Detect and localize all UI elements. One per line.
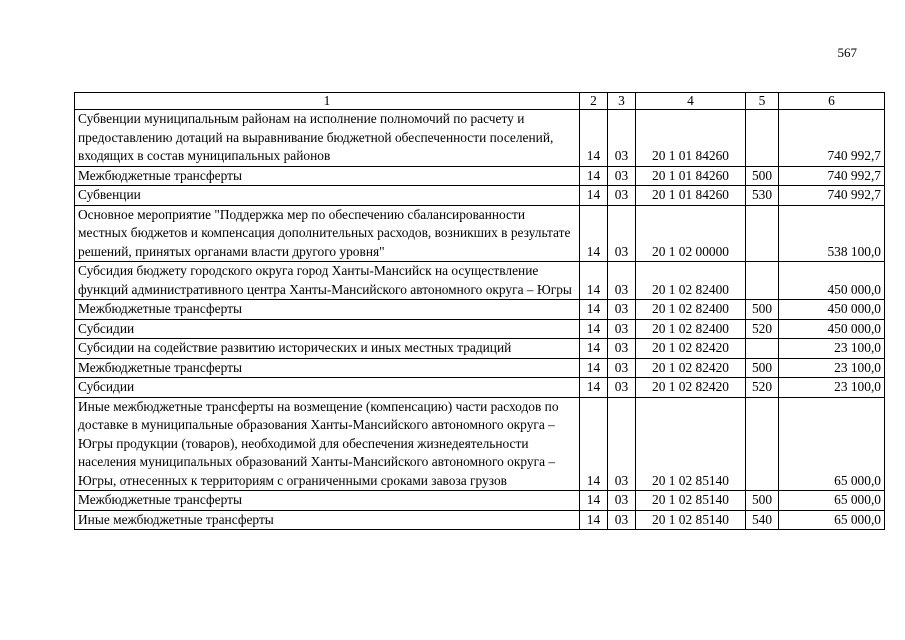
- target-article-code: 20 1 02 82420: [636, 378, 746, 398]
- column-header: 6: [779, 93, 885, 110]
- amount-cell: 65 000,0: [779, 491, 885, 511]
- column-header: 1: [75, 93, 580, 110]
- amount-cell: 65 000,0: [779, 510, 885, 530]
- table-row: [75, 378, 885, 398]
- table-row: [75, 205, 885, 262]
- target-article-code: 20 1 02 85140: [636, 397, 746, 491]
- table-row: [75, 166, 885, 186]
- row-description: Субвенции муниципальным районам на исполнение полномочий по расчету и предоставлению дотаций на выравнивание бюджетной обеспеченности поселений, входящих в состав муниципальных районов: [75, 110, 580, 167]
- section-code: 14: [580, 166, 608, 186]
- table-row: [75, 300, 885, 320]
- row-description: Субсидии: [75, 378, 580, 398]
- section-code: 14: [580, 110, 608, 167]
- expense-type-code: [746, 262, 779, 300]
- subsection-code: 03: [608, 491, 636, 511]
- target-article-code: 20 1 01 84260: [636, 110, 746, 167]
- target-article-code: 20 1 02 82420: [636, 358, 746, 378]
- table-row: [75, 262, 885, 300]
- column-header: 5: [746, 93, 779, 110]
- row-description: Межбюджетные трансферты: [75, 491, 580, 511]
- subsection-code: 03: [608, 510, 636, 530]
- table-row: [75, 186, 885, 206]
- section-code: 14: [580, 300, 608, 320]
- expense-type-code: [746, 339, 779, 359]
- section-code: 14: [580, 397, 608, 491]
- table-row: [75, 110, 885, 167]
- row-description: Субвенции: [75, 186, 580, 206]
- amount-cell: 23 100,0: [779, 339, 885, 359]
- subsection-code: 03: [608, 378, 636, 398]
- column-header: 4: [636, 93, 746, 110]
- table-header-row: [75, 93, 885, 110]
- budget-table: [74, 92, 885, 530]
- section-code: 14: [580, 205, 608, 262]
- table-row: [75, 358, 885, 378]
- amount-cell: 538 100,0: [779, 205, 885, 262]
- subsection-code: 03: [608, 110, 636, 167]
- target-article-code: 20 1 02 85140: [636, 491, 746, 511]
- expense-type-code: 500: [746, 358, 779, 378]
- subsection-code: 03: [608, 300, 636, 320]
- subsection-code: 03: [608, 397, 636, 491]
- table-row: [75, 510, 885, 530]
- section-code: 14: [580, 339, 608, 359]
- expense-type-code: 500: [746, 491, 779, 511]
- expense-type-code: [746, 205, 779, 262]
- section-code: 14: [580, 378, 608, 398]
- row-description: Межбюджетные трансферты: [75, 166, 580, 186]
- target-article-code: 20 1 01 84260: [636, 186, 746, 206]
- row-description: Межбюджетные трансферты: [75, 358, 580, 378]
- subsection-code: 03: [608, 358, 636, 378]
- subsection-code: 03: [608, 319, 636, 339]
- column-header: 2: [580, 93, 608, 110]
- target-article-code: 20 1 01 84260: [636, 166, 746, 186]
- row-description: Иные межбюджетные трансферты: [75, 510, 580, 530]
- section-code: 14: [580, 262, 608, 300]
- row-description: Субсидия бюджету городского округа город Ханты-Мансийск на осуществление функций административного центра Ханты-Мансийского автономного округа – Югры: [75, 262, 580, 300]
- page-number: 567: [837, 45, 857, 60]
- subsection-code: 03: [608, 205, 636, 262]
- section-code: 14: [580, 491, 608, 511]
- expense-type-code: 500: [746, 166, 779, 186]
- target-article-code: 20 1 02 85140: [636, 510, 746, 530]
- amount-cell: 740 992,7: [779, 110, 885, 167]
- table-row: [75, 491, 885, 511]
- amount-cell: 740 992,7: [779, 166, 885, 186]
- amount-cell: 450 000,0: [779, 262, 885, 300]
- target-article-code: 20 1 02 00000: [636, 205, 746, 262]
- amount-cell: 450 000,0: [779, 300, 885, 320]
- expense-type-code: 520: [746, 319, 779, 339]
- table-row: [75, 319, 885, 339]
- section-code: 14: [580, 319, 608, 339]
- section-code: 14: [580, 358, 608, 378]
- expense-type-code: 520: [746, 378, 779, 398]
- section-code: 14: [580, 510, 608, 530]
- row-description: Межбюджетные трансферты: [75, 300, 580, 320]
- expense-type-code: 540: [746, 510, 779, 530]
- target-article-code: 20 1 02 82400: [636, 262, 746, 300]
- amount-cell: 450 000,0: [779, 319, 885, 339]
- amount-cell: 740 992,7: [779, 186, 885, 206]
- subsection-code: 03: [608, 262, 636, 300]
- table-row: [75, 339, 885, 359]
- row-description: Субсидии на содействие развитию исторических и иных местных традиций: [75, 339, 580, 359]
- subsection-code: 03: [608, 339, 636, 359]
- target-article-code: 20 1 02 82420: [636, 339, 746, 359]
- table-body: [75, 110, 885, 530]
- row-description: Субсидии: [75, 319, 580, 339]
- amount-cell: 65 000,0: [779, 397, 885, 491]
- target-article-code: 20 1 02 82400: [636, 300, 746, 320]
- table-row: [75, 397, 885, 491]
- row-description: Основное мероприятие "Поддержка мер по обеспечению сбалансированности местных бюджетов и компенсация дополнительных расходов, возникших в результате решений, принятых органами власти другого уровня": [75, 205, 580, 262]
- expense-type-code: [746, 110, 779, 167]
- row-description: Иные межбюджетные трансферты на возмещение (компенсацию) части расходов по доставке в муниципальные образования Ханты-Мансийского автономного округа – Югры продукции (товаров), необходимой для обеспечения жизнедеятельности населения муниципальных образований Ханты-Мансийского автономного округа – Югры, отнесенных к территориям с ограниченными сроками завоза грузов: [75, 397, 580, 491]
- expense-type-code: 530: [746, 186, 779, 206]
- subsection-code: 03: [608, 186, 636, 206]
- column-header: 3: [608, 93, 636, 110]
- section-code: 14: [580, 186, 608, 206]
- target-article-code: 20 1 02 82400: [636, 319, 746, 339]
- amount-cell: 23 100,0: [779, 358, 885, 378]
- amount-cell: 23 100,0: [779, 378, 885, 398]
- subsection-code: 03: [608, 166, 636, 186]
- expense-type-code: 500: [746, 300, 779, 320]
- expense-type-code: [746, 397, 779, 491]
